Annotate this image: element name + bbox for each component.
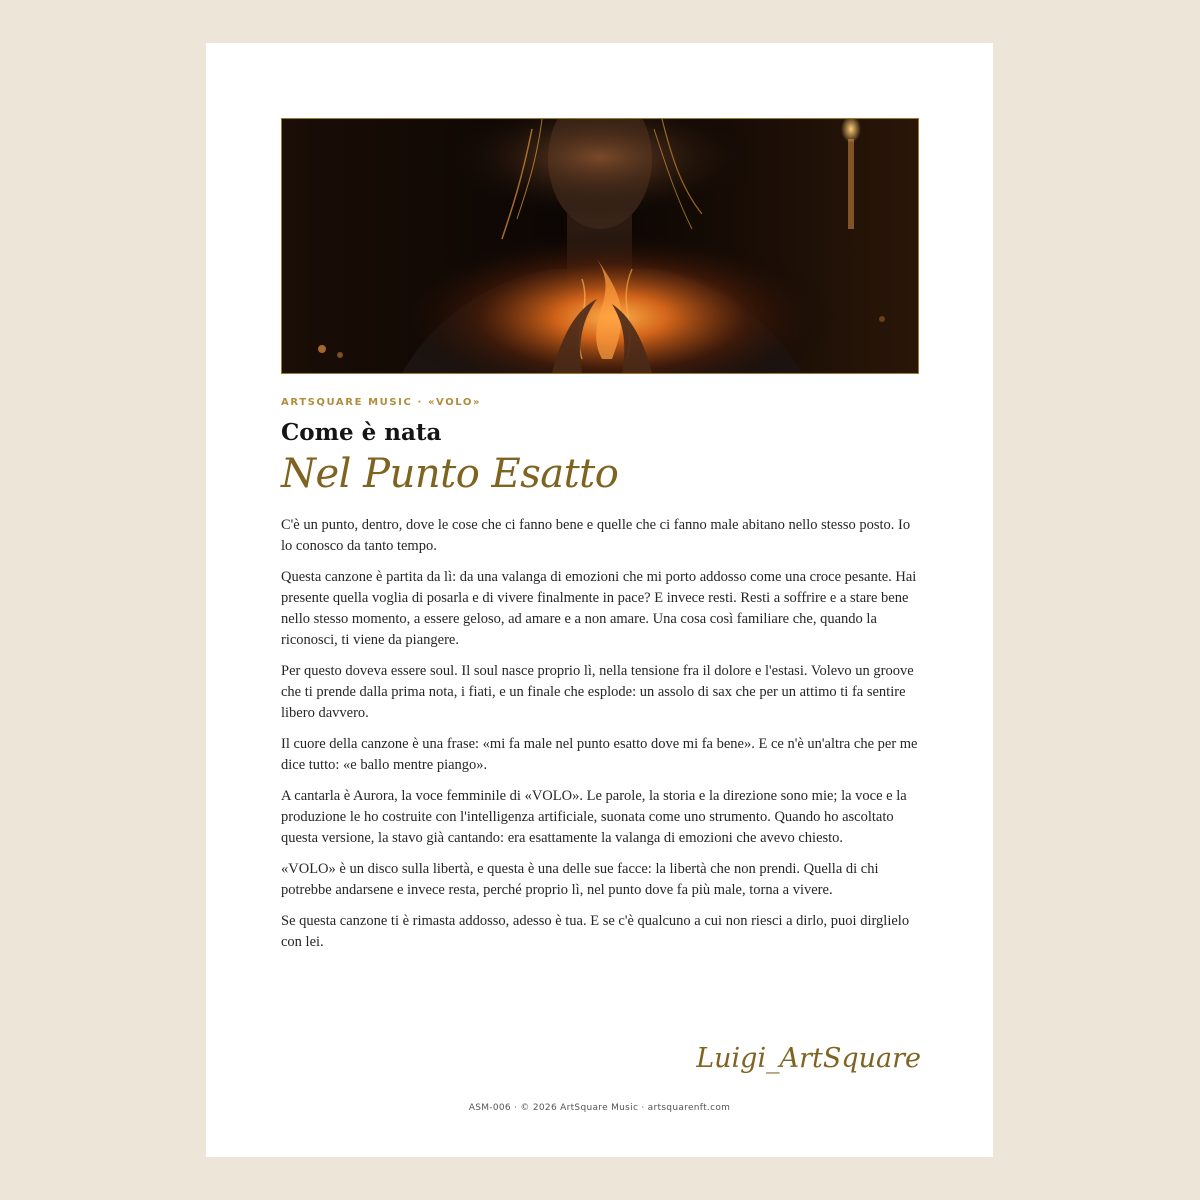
hero-illustration: [282, 119, 918, 373]
paragraph: Se questa canzone ti è rimasta addosso, adesso è tua. E se c'è qualcuno a cui non riesci a dirlo, puoi dirglielo con lei.: [281, 913, 910, 950]
eyebrow-label: ARTSQUARE MUSIC · «VOLO»: [281, 397, 482, 408]
document-page: [206, 43, 993, 1157]
hero-image: [281, 118, 919, 374]
paragraph: Questa canzone è partita da lì: da una valanga di emozioni che mi porto addosso come una croce pesante. Hai presente quella voglia di posarla e di vivere finalmente in pace? E invece resti. Resti a soffrire e a stare bene nello stesso momento, a essere geloso, ad amare e a non amare. Una cosa così familiare che, quando la riconosci, ti viene da piangere.: [281, 569, 917, 648]
paragraph: Il cuore della canzone è una frase: «mi fa male nel punto esatto dove mi fa bene». E ce n'è un'altra che per me dice tutto: «e ballo mentre piango».: [281, 736, 918, 773]
paragraph: Per questo doveva essere soul. Il soul nasce proprio lì, nella tensione fra il dolore e l'estasi. Volevo un groove che ti prende dalla prima nota, i fiati, e un finale che esplode: un assolo di sax che per un attimo ti fa sentire libero davvero.: [281, 663, 914, 721]
page-title: Come è nata: [281, 419, 442, 446]
paragraph: A cantarla è Aurora, la voce femminile di «VOLO». Le parole, la storia e la direzione sono mie; la voce e la produzione le ho costruite con l'intelligenza artificiale, suonata come uno strumento. Quando ho ascoltato questa versione, la stavo già cantando: era esattamente la valanga di emozioni che avevo chiesto.: [281, 788, 907, 846]
article-body: [281, 515, 921, 963]
paragraph: C'è un punto, dentro, dove le cose che ci fanno bene e quelle che ci fanno male abitano nello stesso posto. Io lo conosco da tanto tempo.: [281, 517, 911, 554]
page-subtitle: Nel Punto Esatto: [281, 451, 619, 497]
paragraph: «VOLO» è un disco sulla libertà, e questa è una delle sue facce: la libertà che non prendi. Quella di chi potrebbe andarsene e invece resta, perché proprio lì, nel punto dove fa più male, torna a vivere.: [281, 861, 879, 898]
page-footer: ASM-006 · © 2026 ArtSquare Music · artsquarenft.com: [468, 1103, 731, 1113]
author-signature: Luigi_ArtSquare: [696, 1043, 921, 1074]
